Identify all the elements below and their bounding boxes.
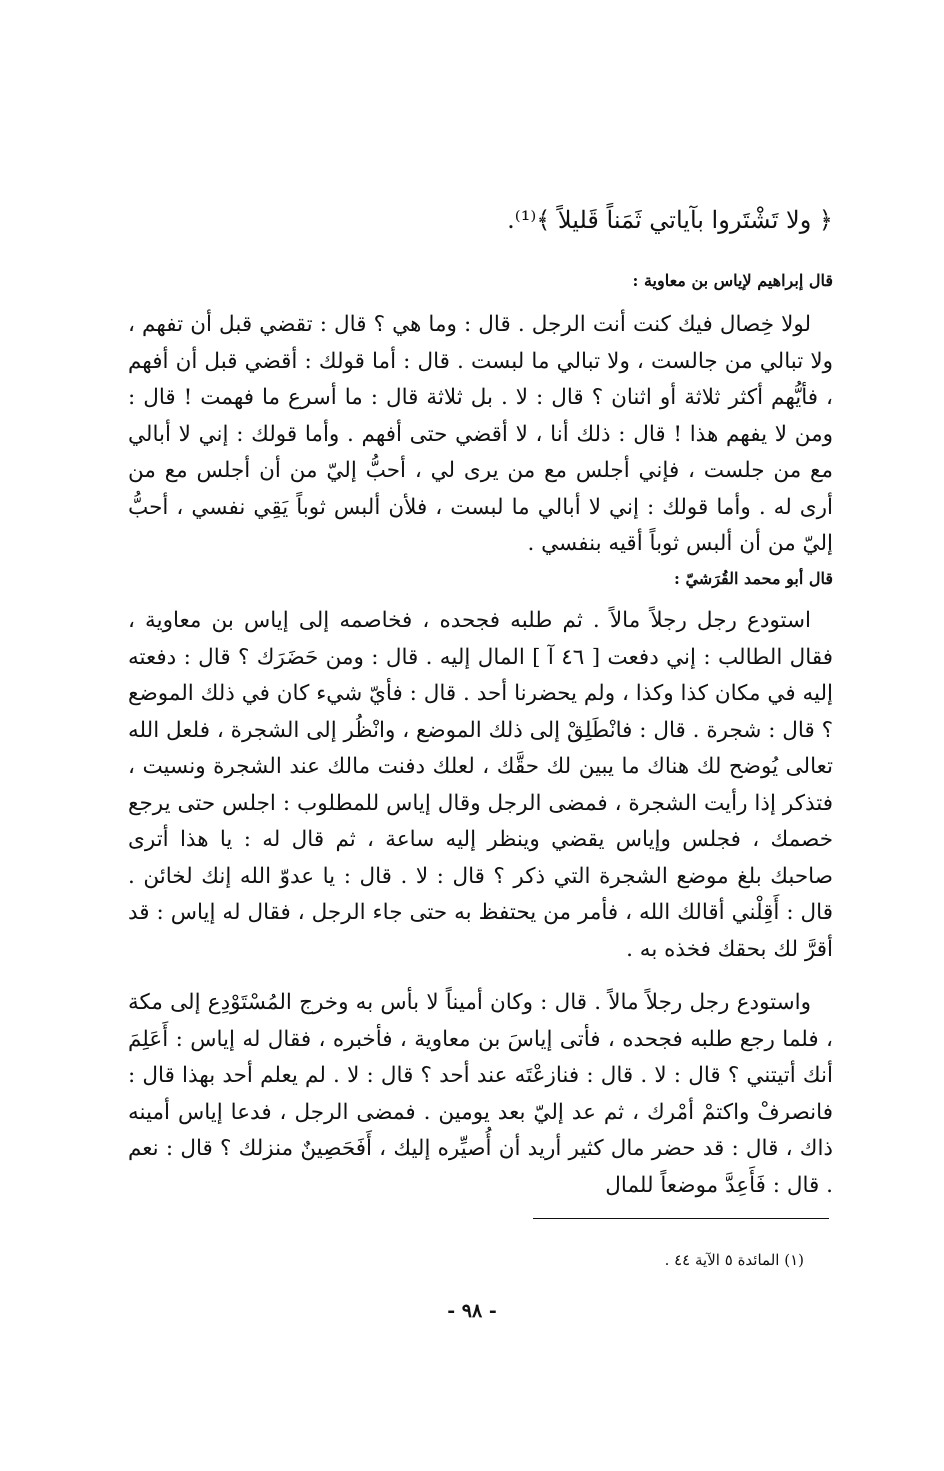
section-ibrahim-body bbox=[128, 307, 833, 563]
section-heading-text: قال أبو محمد القُرَشيّ : bbox=[673, 569, 833, 588]
verse-text: ﴿ ولا تَشْتَروا بآياتي ثَمَناً قَليلاً ﴾⁽¹⁾. bbox=[507, 206, 833, 234]
section-qurashi-body-2 bbox=[128, 985, 833, 1204]
page-number bbox=[0, 1296, 944, 1326]
paragraph: استودع رجل رجلاً مالاً . ثم طلبه فجحده ، فخاصمه إلى إياس بن معاوية ، فقال الطالب : إني دفعت [ ٤٦ آ ] المال إليه . قال : ومن حَضَرَك ؟ قال : دفعته إليه في مكان كذا وكذا ، ولم يحضرنا أحد . قال : فأيّ شيء كان في ذلك الموضع ؟ قال : شجرة . قال : فانْطَلِقْ إلى ذلك الموضع ، وانْظُر إلى الشجرة ، فلعل الله تعالى يُوضح لك هناك ما يبين لك حقَّك ، لعلك دفنت مالك عند الشجرة ونسيت ، فتذكر إذا رأيت الشجرة ، فمضى الرجل وقال إياس للمطلوب : اجلس حتى يرجع خصمك ، فجلس وإياس يقضي وينظر إليه ساعة ، ثم قال له : يا هذا أترى صاحبك بلغ موضع الشجرة التي ذكر ؟ قال : لا . قال : يا عدوّ الله إنك لخائن . قال : أَقِلْني أقالك الله ، فأمر من يحتفظ به حتى جاء الرجل ، فقال له إياس : قد أقرَّ لك بحقك فخذه به . bbox=[128, 608, 833, 962]
paragraph: لولا خِصال فيك كنت أنت الرجل . قال : وما هي ؟ قال : تقضي قبل أن تفهم ، ولا تبالي من جالست ، ولا تبالي ما لبست . قال : أما قولك : أقضي قبل أن أفهم ، فأيُّهم أكثر ثلاثة أو اثنان ؟ قال : لا . بل ثلاثة قال : ما أسرع ما فهمت ! قال : ومن لا يفهم هذا ! قال : ذلك أنا ، لا أقضي حتى أفهم . وأما قولك : إني لا أبالي مع من جلست ، فإني أجلس مع من يرى لي ، أحبُّ إليّ من أن أجلس مع من أرى له . وأما قولك : إني لا أبالي ما لبست ، فلأن ألبس ثوباً يَقِي نفسي ، أحبُّ إليّ من أن ألبس ثوباً أقيه بنفسي . bbox=[128, 312, 833, 556]
section-heading-text: قال إبراهيم لإياس بن معاوية : bbox=[632, 271, 833, 290]
footnote-divider bbox=[533, 1218, 829, 1219]
section-heading-ibrahim bbox=[128, 266, 839, 296]
section-heading-qurashi bbox=[128, 564, 839, 594]
paragraph: واستودع رجل رجلاً مالاً . قال : وكان أميناً لا بأس به وخرج المُسْتَوْدِع إلى مكة ، فلما رجع طلبه فجحده ، فأتى إياسَ بن معاوية ، فأخبره ، فقال له إياس : أَعَلِمَ أنك أتيتني ؟ قال : لا . قال : فنازعْتَه عند أحد ؟ قال : لا . لم يعلم أحد بهذا قال : فانصرفْ واكتمْ أمْرك ، ثم عد إليّ بعد يومين . فمضى الرجل ، فدعا إياس أمينه ذاك ، قال : قد حضر مال كثير أريد أن أُصيِّره إليك ، أَفَحَصِينٌ منزلك ؟ قال : نعم . قال : فَأَعِدَّ موضعاً للمال bbox=[128, 990, 833, 1198]
footnote-text: (١) المائدة ٥ الآية ٤٤ . bbox=[664, 1251, 804, 1269]
page-number-text: - ٩٨ - bbox=[447, 1300, 497, 1322]
section-qurashi-body bbox=[128, 603, 833, 968]
footnote bbox=[128, 1248, 828, 1272]
quran-verse bbox=[128, 200, 833, 240]
